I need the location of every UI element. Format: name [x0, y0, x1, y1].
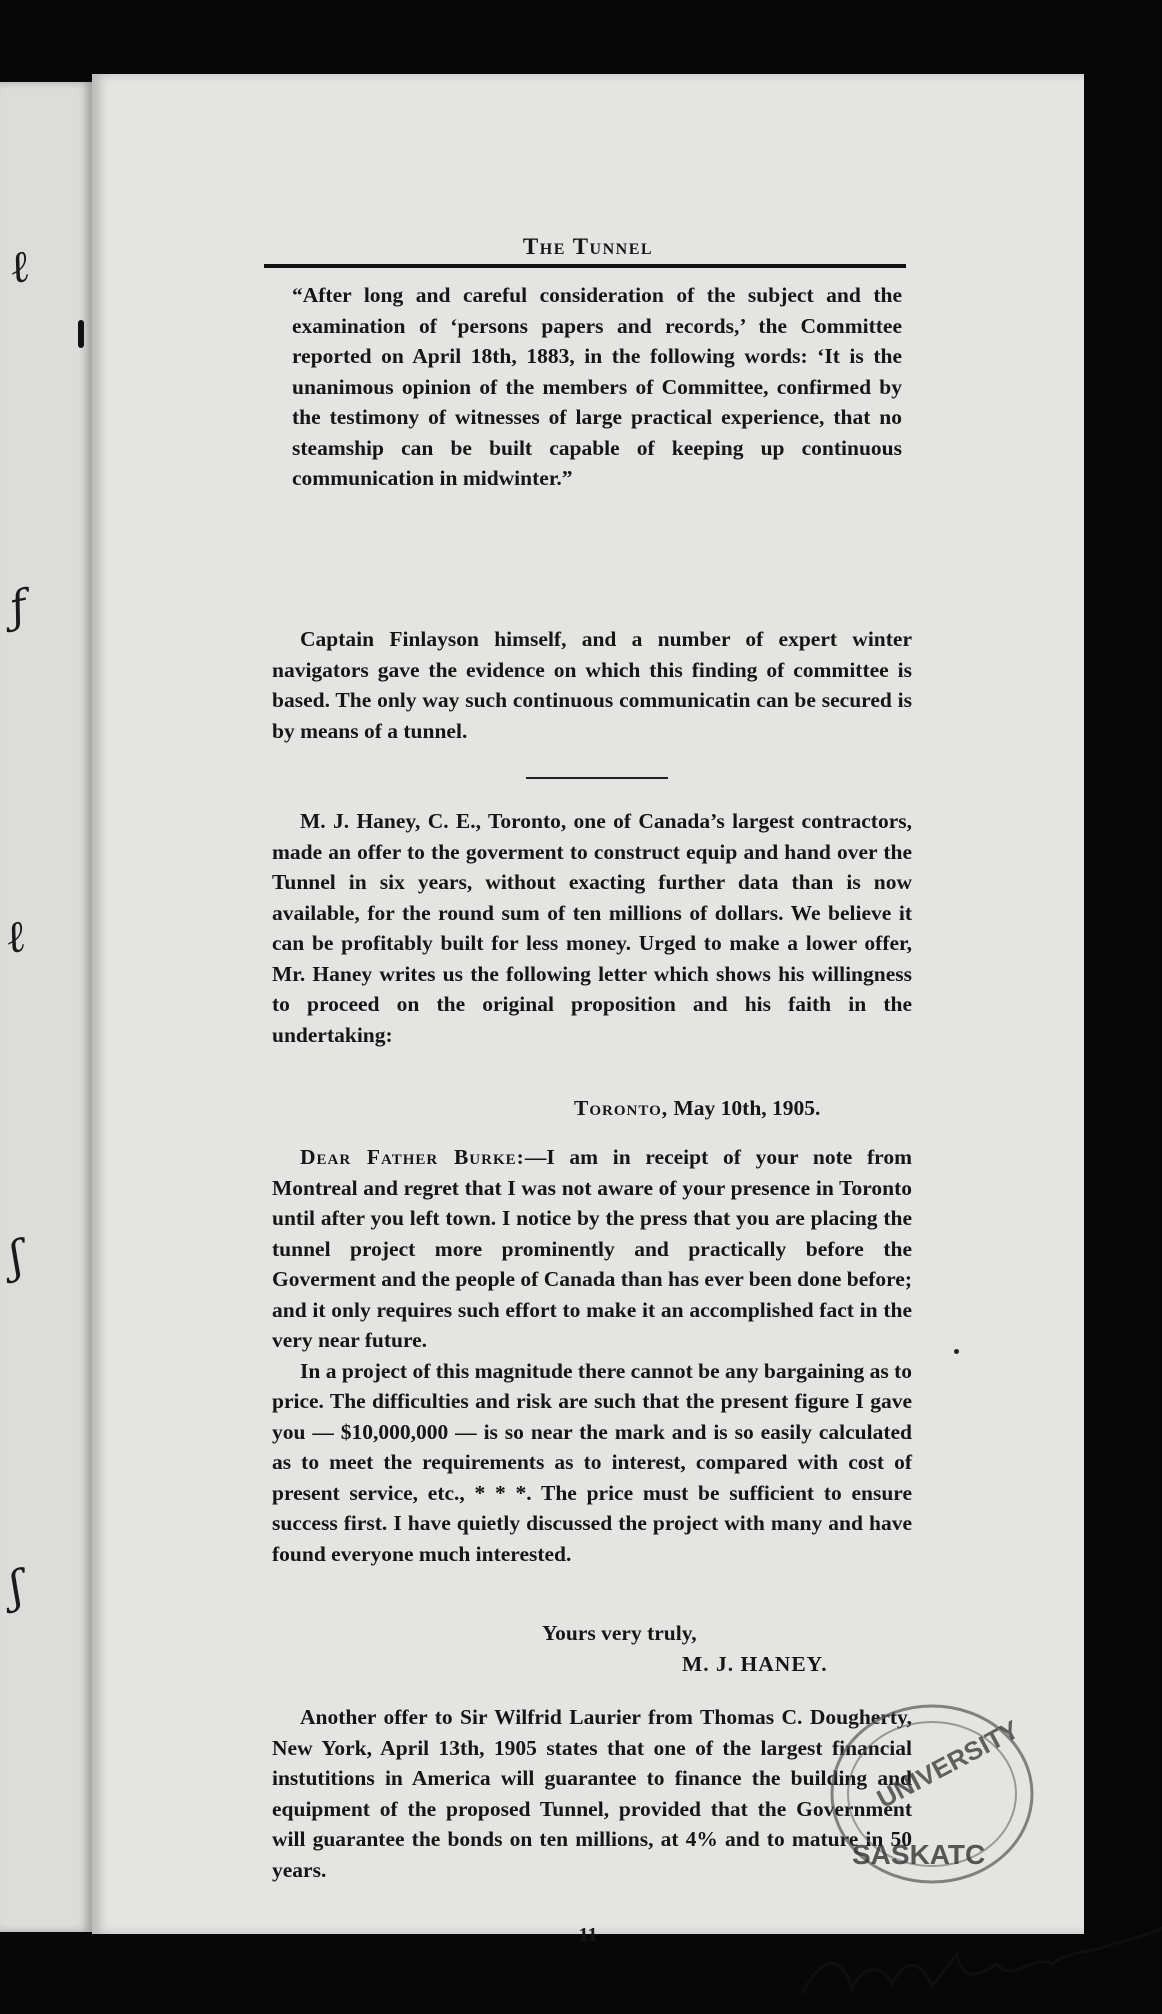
committee-quote	[292, 280, 902, 494]
paragraph-text: Another offer to Sir Wilfrid Laurier from Thomas C. Dougherty, New York, April 13th, 1905 states that one of the largest financial instutitions in America will guarantee to finance the building and equipment of the proposed Tunnel, provided that the Government will guarantee the bonds on ten millions, at 4% and to mature in 50 years.	[272, 1705, 912, 1882]
book-page	[92, 74, 1084, 1946]
head-rule	[264, 264, 906, 268]
section-separator	[526, 777, 668, 779]
handwriting-mark: ʃ	[4, 1561, 28, 1614]
handwriting-mark: ƒ	[4, 580, 32, 635]
speck	[954, 1349, 959, 1354]
letter-salutation: Dear Father Burke:	[300, 1145, 525, 1169]
paragraph-dougherty-offer	[272, 1702, 912, 1885]
letter-body	[272, 1142, 912, 1569]
paragraph-finlayson	[272, 624, 912, 746]
paragraph-text: M. J. Haney, C. E., Toronto, one of Canada’s largest contractors, made an offer to the goverment to construct equip and hand over the Tunnel in six years, without exacting further data than is now available, for the round sum of ten millions of dollars. We believe it can be profitably built for less money. Urged to make a lower offer, Mr. Haney writes us the following letter which shows his willingness to proceed on the original proposition and his faith in the undertaking:	[272, 809, 912, 1047]
handwriting-mark: ʃ	[4, 1231, 28, 1284]
handwriting-mark: ℓ	[0, 910, 30, 965]
letter-signature: M. J. HANEY.	[682, 1652, 828, 1676]
binding-mark	[78, 320, 84, 348]
page-number: 11	[578, 1924, 598, 1946]
letter-paragraph	[272, 1142, 912, 1356]
letter-paragraph: In a project of this magnitude there cannot be any bargaining as to price. The difficulties and risk are such that the present figure I gave you — $10,000,000 — is so near the mark and is so easily calculated as to meet the requirements as to interest, compared with cost of present service, etc., * * *. The price must be sufficient to ensure success first. I have quietly discussed the project with many and have found everyone much interested.	[272, 1358, 912, 1566]
letter-closing: Yours very truly,	[542, 1621, 697, 1645]
previous-page-edge	[0, 82, 95, 1932]
ink-signature	[782, 1894, 1162, 2014]
svg-text:SASKATC: SASKATC	[852, 1839, 986, 1870]
handwriting-mark: ℓ	[4, 240, 34, 295]
running-head: The Tunnel	[522, 234, 654, 259]
svg-text:UNIVERSITY: UNIVERSITY	[871, 1714, 1024, 1814]
paragraph-text: Captain Finlayson himself, and a number of expert winter navigators gave the evidence on which this finding of committee is based. The only way such continuous communicatin can be secured is by means of a tunnel.	[272, 627, 912, 743]
dateline-place: Toronto,	[574, 1096, 669, 1120]
letter-dateline	[574, 1096, 820, 1121]
quote-text: “After long and careful consideration of the subject and the examination of ‘persons papers and records,’ the Committee reported on April 18th, 1883, in the following words: ‘It is the unanimous opinion of the members of Committee, confirmed by the testimony of witnesses of large practical experience, that no steamship can be built capable of keeping up continuous communication in midwinter.”	[292, 283, 902, 490]
letter-text: —I am in receipt of your note from Montreal and regret that I was not aware of your presence in Toronto until after you left town. I notice by the press that you are placing the tunnel project more prominently and practically before the Goverment and the people of Canada than has ever been done before; and it only requires such effort to make it an accomplished fact in the very near future.	[272, 1145, 913, 1352]
paragraph-haney-offer	[272, 806, 912, 1050]
library-stamp	[822, 1694, 1042, 1894]
dateline-date: May 10th, 1905.	[673, 1096, 821, 1120]
